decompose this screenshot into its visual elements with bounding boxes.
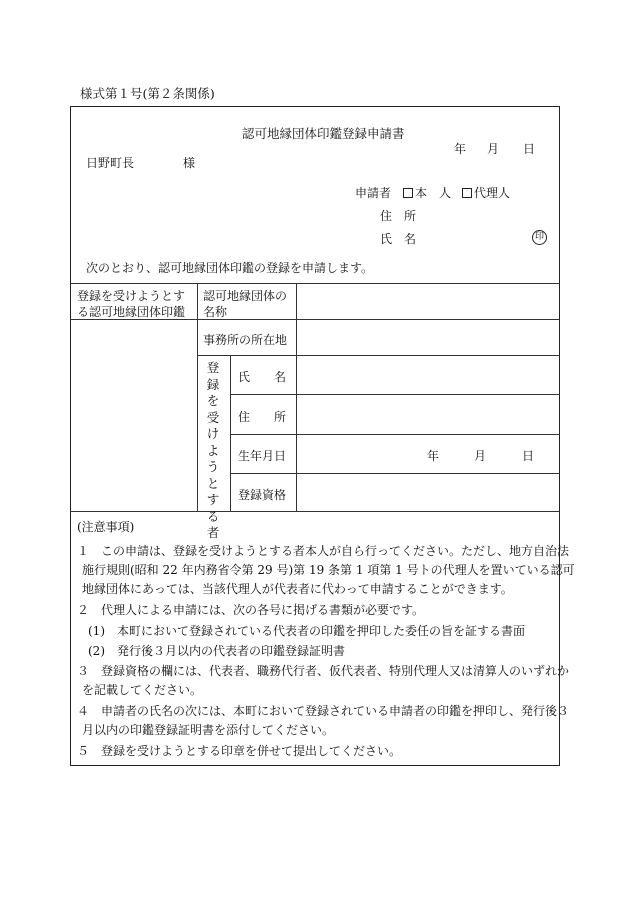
addressee: 日野町長 [86, 156, 135, 170]
form-number: 様式第１号(第２条関係) [80, 86, 215, 101]
applicant-label: 申請者 [355, 186, 392, 200]
applicant-address-label: 住 所 [380, 209, 417, 223]
row-line [230, 434, 560, 435]
office-address-label: 事務所の所在地 [203, 333, 288, 347]
application-statement: 次のとおり、認可地縁団体印鑑の登録を申請します。 [86, 261, 374, 275]
note-line: １ この申請は、登録を受けようとする者本人が自ら行ってください。ただし、地方自治法 [77, 544, 570, 558]
option-agent[interactable] [462, 184, 510, 201]
option-agent-label: 代理人 [474, 186, 511, 200]
applicant-name-label: 氏 名 [380, 232, 417, 246]
date-month: 月 [487, 142, 500, 156]
registrant-address-label: 住 所 [238, 410, 287, 424]
note-line: ４ 申請者の氏名の次には、本町において登録されている申請者の印鑑を押印し、発行後３ [77, 704, 570, 718]
seal-section-label-line2: る認可地縁団体印鑑 [77, 305, 186, 319]
option-self-label: 本 人 [415, 186, 452, 200]
form-title: 認可地縁団体印鑑登録申請書 [242, 126, 405, 141]
note-line: 施行規則(昭和 22 年内務省令第 29 号)第 19 条第 1 項第 1 号トの代理人を置いている認可 [82, 563, 575, 577]
date-year: 年 [454, 142, 467, 156]
note-line: ３ 登録資格の欄には、代表者、職務代行者、仮代表者、特別代理人又は清算人のいずれか [77, 664, 570, 678]
birth-year: 年 [427, 449, 440, 463]
date-day: 日 [523, 142, 536, 156]
column-line [230, 355, 231, 511]
table-top-line [70, 283, 560, 284]
row-line [197, 355, 560, 356]
checkbox-self[interactable] [403, 188, 413, 198]
registrant-group-label: 登録を受けようとする者 [206, 360, 220, 540]
org-name-label-line1: 認可地縁団体の [203, 289, 288, 303]
org-name-label-line2: 名称 [203, 305, 228, 319]
row-line [230, 394, 560, 395]
note-line: ５ 登録を受けようとする印章を併せて提出してください。 [77, 744, 402, 758]
seal-section-label-line1: 登録を受けようとす [77, 289, 186, 303]
note-line: 地縁団体にあっては、当該代理人が代表者に代わって申請することができます。 [82, 582, 513, 596]
registrant-name-label: 氏 名 [238, 370, 287, 384]
note-line: ２ 代理人による申請には、次の各号に掲げる書類が必要です。 [77, 603, 425, 617]
notes-heading: (注意事項) [77, 520, 135, 534]
registrant-birthdate-label: 生年月日 [238, 449, 287, 463]
note-line: を記載してください。 [82, 683, 203, 697]
qualification-label: 登録資格 [238, 488, 287, 502]
checkbox-agent[interactable] [462, 188, 472, 198]
option-self[interactable] [403, 184, 451, 201]
note-line: (2) 発行後３月以内の代表者の印鑑登録証明書 [88, 644, 345, 658]
note-line: 月以内の印鑑登録証明書を添付してください。 [82, 723, 335, 737]
addressee-honorific: 様 [183, 156, 196, 170]
birth-month: 月 [474, 449, 487, 463]
seal-mark-icon: 印 [532, 230, 547, 245]
birth-day: 日 [522, 449, 535, 463]
column-line [296, 283, 297, 355]
row-line [230, 473, 560, 474]
column-line [197, 283, 198, 511]
note-line: (1) 本町において登録されている代表者の印鑑を押印した委任の旨を証する書面 [88, 624, 526, 638]
table-bottom-line [70, 511, 560, 512]
column-line [296, 355, 297, 511]
